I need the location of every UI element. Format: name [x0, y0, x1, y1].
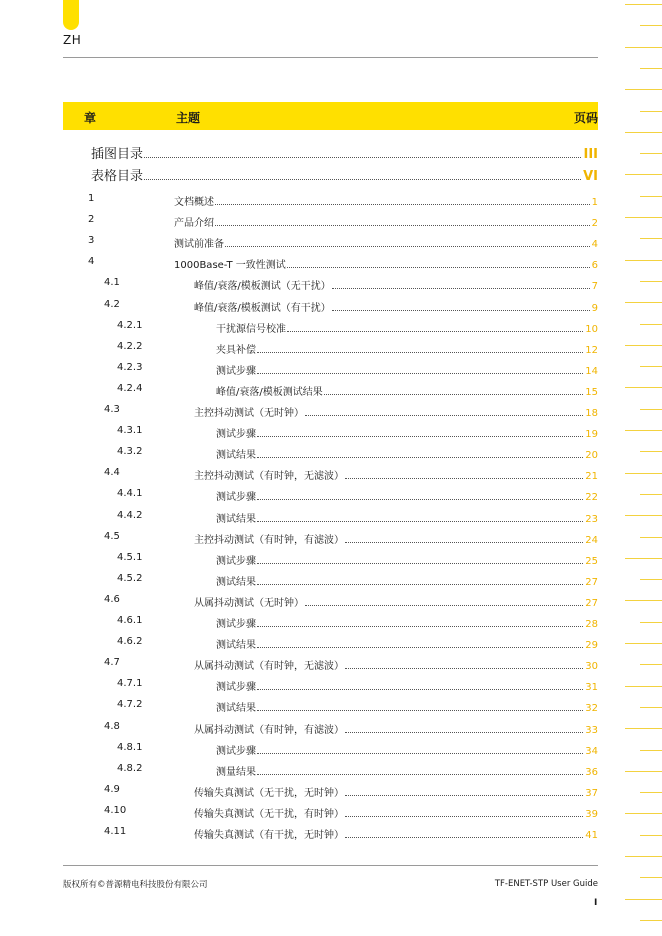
- toc-entry-title: 表格目录: [91, 169, 144, 184]
- toc-entry-number: 4.2.2: [117, 340, 143, 352]
- toc-entry-title: 从属抖动测试（有时钟，无滤波）: [194, 661, 344, 673]
- toc-entry-number: 4.2: [104, 298, 120, 310]
- toc-entry-level-2[interactable]: [0, 404, 662, 418]
- toc-dot-leader: [332, 310, 590, 311]
- toc-dot-leader: [345, 542, 583, 543]
- footer-doc-name: TF-ENET-STP User Guide: [494, 879, 598, 889]
- language-label: ZH: [63, 33, 82, 47]
- toc-entry-number: 4.5.2: [117, 572, 143, 584]
- toc-col-chapter: 章: [84, 111, 97, 125]
- toc-entry-page: 36: [585, 766, 598, 778]
- toc-entry-title: 传输失真测试（有干扰，无时钟）: [194, 830, 344, 841]
- toc-entry-level-3[interactable]: [0, 383, 662, 397]
- toc-entry-page: 10: [585, 323, 598, 335]
- toc-dot-leader: [345, 816, 583, 817]
- toc-entry-number: 4.2.3: [117, 361, 143, 373]
- toc-entry-page: 7: [591, 281, 598, 293]
- toc-entry-page: 24: [585, 534, 598, 546]
- toc-entry-level-1[interactable]: [0, 193, 662, 207]
- toc-entry-number: 4.2.4: [117, 382, 143, 394]
- toc-dot-leader: [345, 795, 583, 796]
- toc-dot-leader: [305, 415, 583, 416]
- toc-entry-number: 4.10: [104, 804, 127, 816]
- toc-entry-page: 33: [585, 724, 598, 736]
- toc-entry-level-3[interactable]: [0, 699, 662, 713]
- toc-entry-level-2[interactable]: [0, 721, 662, 735]
- toc-dot-leader: [345, 478, 583, 479]
- toc-entry-title: 测试前准备: [174, 239, 224, 251]
- toc-dot-leader: [215, 204, 590, 205]
- toc-col-topic: 主题: [176, 111, 201, 125]
- toc-entry-number: 4.6.2: [117, 636, 143, 648]
- toc-entry-number: 4.3.1: [117, 425, 143, 437]
- toc-entry-title: 峰值/衰落/模板测试（有干扰）: [194, 302, 331, 314]
- toc-entry-level-3[interactable]: [0, 573, 662, 587]
- toc-entry-level-3[interactable]: [0, 341, 662, 355]
- toc-entry-page: 34: [585, 745, 598, 757]
- toc-entry-page: 27: [585, 597, 598, 609]
- toc-entry-level-3[interactable]: [0, 510, 662, 524]
- toc-entry-number: 4.8.2: [117, 762, 143, 774]
- toc-entry-page: III: [583, 147, 598, 162]
- toc-dot-leader: [287, 267, 590, 268]
- toc-dot-leader: [257, 499, 583, 500]
- ruler-tick: [640, 68, 662, 69]
- toc-entry-page: 4: [591, 239, 598, 251]
- toc-entry-number: 4.11: [104, 826, 127, 837]
- toc-entry-level-3[interactable]: [0, 446, 662, 460]
- toc-entry-title: 峰值/衰落/模板测试结果: [216, 386, 323, 398]
- toc-dot-leader: [144, 179, 581, 180]
- toc-entry-number: 4.6: [104, 593, 120, 605]
- toc-dot-leader: [287, 331, 583, 332]
- toc-dot-leader: [332, 288, 590, 289]
- toc-header-bar: [63, 102, 598, 130]
- ruler-tick: [625, 89, 662, 90]
- toc-dot-leader: [215, 225, 590, 226]
- toc-entry-page: 27: [585, 576, 598, 588]
- toc-entry-number: 4.4: [104, 467, 120, 479]
- toc-dot-leader: [324, 394, 584, 395]
- toc-entry-level-2[interactable]: [0, 805, 662, 819]
- toc-entry-number: 4.7.2: [117, 699, 143, 711]
- toc-entry-number: 4.5.1: [117, 551, 143, 563]
- toc-dot-leader: [257, 584, 583, 585]
- toc-entry-page: 30: [585, 661, 598, 673]
- toc-entry-page: VI: [583, 169, 598, 184]
- toc-entry-page: 28: [585, 619, 598, 630]
- toc-entry-page: 2: [591, 218, 598, 230]
- toc-dot-leader: [257, 753, 583, 754]
- toc-entry-title: 峰值/衰落/模板测试（无干扰）: [194, 281, 331, 293]
- toc-entry-level-2[interactable]: [0, 299, 662, 313]
- ruler-tick: [625, 4, 662, 5]
- toc-entry-level-3[interactable]: [0, 552, 662, 566]
- toc-entry-page: 15: [585, 386, 598, 398]
- toc-entry-title: 测试步骤: [216, 555, 256, 567]
- toc-entry-level-3[interactable]: [0, 678, 662, 692]
- toc-entry-title: 干扰源信号校准: [216, 323, 286, 335]
- toc-entry-number: 2: [88, 214, 95, 226]
- toc-entry-number: 4.8: [104, 720, 120, 732]
- toc-dot-leader: [257, 373, 583, 374]
- toc-entry-title: 1000Base-T 一致性测试: [174, 260, 286, 272]
- toc-dot-leader: [257, 521, 583, 522]
- toc-entry-page: 31: [585, 682, 598, 694]
- toc-entry-number: 4: [88, 256, 95, 268]
- toc-entry-number: 3: [88, 235, 95, 247]
- toc-entry-level-3[interactable]: [0, 763, 662, 777]
- toc-entry-title: 测试步骤: [216, 492, 256, 504]
- ruler-tick: [625, 899, 662, 900]
- toc-entry-level-1[interactable]: [0, 256, 662, 270]
- toc-dot-leader: [257, 626, 583, 627]
- toc-entry-number: 4.8.1: [117, 741, 143, 753]
- toc-entry-title: 文档概述: [174, 197, 214, 208]
- toc-entry-level-3[interactable]: [0, 320, 662, 334]
- toc-entry-level-2[interactable]: [0, 467, 662, 481]
- toc-entry-level-2[interactable]: [0, 594, 662, 608]
- toc-dot-leader: [257, 689, 583, 690]
- toc-entry-title: 测试步骤: [216, 745, 256, 757]
- toc-dot-leader: [257, 563, 583, 564]
- toc-entry-page: 18: [585, 408, 598, 419]
- toc-entry-title: 测试步骤: [216, 682, 256, 694]
- toc-entry-number: 4.3: [104, 404, 120, 415]
- toc-dot-leader: [345, 837, 583, 838]
- toc-entry-title: 测试结果: [216, 450, 256, 462]
- ruler-tick: [640, 25, 662, 26]
- toc-entry-title: 夹具补偿: [216, 344, 256, 356]
- toc-dot-leader: [345, 668, 583, 669]
- toc-entry-title: 从属抖动测试（无时钟）: [194, 597, 304, 609]
- toc-dot-leader: [257, 710, 583, 711]
- toc-entry-title: 插图目录: [91, 147, 144, 162]
- toc-col-page: 页码: [573, 111, 598, 125]
- toc-dot-leader: [257, 352, 583, 353]
- toc-entry-title: 传输失真测试（无干扰，有时钟）: [194, 808, 344, 820]
- toc-entry-number: 4.1: [104, 277, 120, 289]
- toc-entry-level-2[interactable]: [0, 784, 662, 798]
- toc-entry-title: 产品介绍: [174, 218, 214, 230]
- toc-entry-page: 9: [591, 302, 598, 314]
- toc-dot-leader: [257, 457, 583, 458]
- toc-entry-level-3[interactable]: [0, 425, 662, 439]
- toc-entry-level-3[interactable]: [0, 615, 662, 629]
- toc-entry-title: 从属抖动测试（有时钟，有滤波）: [194, 724, 344, 736]
- ruler-tick: [625, 856, 662, 857]
- toc-entry-page: 21: [585, 471, 598, 483]
- toc-dot-leader: [257, 436, 583, 437]
- header-divider: [63, 57, 598, 58]
- toc-entry-number: 4.6.1: [117, 615, 143, 626]
- toc-dot-leader: [144, 157, 581, 158]
- toc-dot-leader: [305, 605, 583, 606]
- toc-entry-level-3[interactable]: [0, 636, 662, 650]
- toc-dot-leader: [225, 246, 590, 247]
- toc-entry-title: 测量结果: [216, 766, 256, 778]
- footer-copyright: 版权所有©普源精电科技股份有限公司: [63, 880, 208, 890]
- header-tab-marker: [63, 0, 79, 30]
- toc-entry-page: 25: [585, 555, 598, 567]
- toc-list-entry[interactable]: [0, 165, 662, 185]
- ruler-tick: [640, 111, 662, 112]
- ruler-tick: [625, 47, 662, 48]
- toc-entry-page: 39: [585, 808, 598, 820]
- toc-entry-number: 4.9: [104, 783, 120, 795]
- toc-entry-title: 测试步骤: [216, 619, 256, 630]
- page-number: I: [594, 898, 598, 908]
- toc-entry-page: 41: [585, 830, 598, 841]
- footer-divider: [63, 865, 598, 866]
- toc-entry-page: 19: [585, 429, 598, 441]
- toc-entry-level-1[interactable]: [0, 235, 662, 249]
- toc-entry-page: 23: [585, 513, 598, 525]
- toc-entry-page: 37: [585, 787, 598, 799]
- toc-entry-title: 测试步骤: [216, 365, 256, 377]
- ruler-tick: [640, 877, 662, 878]
- toc-entry-level-3[interactable]: [0, 362, 662, 376]
- toc-dot-leader: [257, 774, 583, 775]
- toc-entry-title: 测试结果: [216, 703, 256, 715]
- toc-entry-number: 4.4.1: [117, 488, 143, 500]
- toc-entry-number: 4.7.1: [117, 678, 143, 690]
- toc-entry-title: 主控抖动测试（无时钟）: [194, 408, 304, 419]
- toc-list-entry[interactable]: [0, 143, 662, 163]
- toc-entry-title: 测试步骤: [216, 429, 256, 441]
- toc-entry-title: 测试结果: [216, 576, 256, 588]
- toc-entry-number: 4.3.2: [117, 446, 143, 458]
- toc-entry-level-2[interactable]: [0, 277, 662, 291]
- toc-entry-level-3[interactable]: [0, 488, 662, 502]
- toc-entry-number: 4.2.1: [117, 319, 143, 331]
- ruler-tick: [640, 920, 662, 921]
- toc-entry-page: 22: [585, 492, 598, 504]
- toc-entry-page: 32: [585, 703, 598, 715]
- toc-entry-level-2[interactable]: [0, 826, 662, 840]
- toc-entry-title: 主控抖动测试（有时钟，有滤波）: [194, 534, 344, 546]
- ruler-tick: [625, 132, 662, 133]
- toc-entry-title: 测试结果: [216, 513, 256, 525]
- toc-entry-level-1[interactable]: [0, 214, 662, 228]
- toc-entry-title: 测试结果: [216, 640, 256, 652]
- toc-entry-level-2[interactable]: [0, 531, 662, 545]
- toc-entry-level-3[interactable]: [0, 742, 662, 756]
- toc-entry-number: 4.7: [104, 657, 120, 669]
- toc-dot-leader: [345, 732, 583, 733]
- toc-entry-page: 6: [591, 260, 598, 272]
- toc-entry-title: 传输失真测试（无干扰，无时钟）: [194, 787, 344, 799]
- toc-entry-title: 主控抖动测试（有时钟，无滤波）: [194, 471, 344, 483]
- toc-entry-page: 1: [591, 197, 598, 208]
- toc-entry-level-2[interactable]: [0, 657, 662, 671]
- toc-entry-number: 4.4.2: [117, 509, 143, 521]
- toc-entry-number: 1: [88, 193, 95, 204]
- toc-entry-page: 29: [585, 640, 598, 652]
- toc-entry-page: 20: [585, 450, 598, 462]
- toc-entry-number: 4.5: [104, 530, 120, 542]
- toc-dot-leader: [257, 647, 583, 648]
- toc-entry-page: 14: [585, 365, 598, 377]
- toc-entry-page: 12: [585, 344, 598, 356]
